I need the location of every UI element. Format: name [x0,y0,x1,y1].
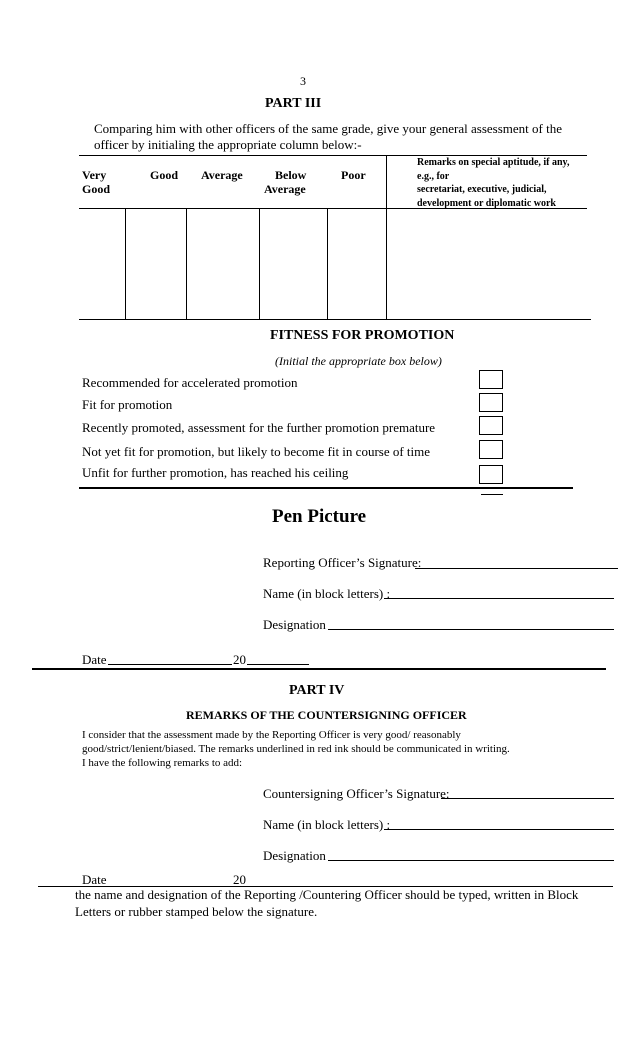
col-remarks-line2: e.g., for [417,171,450,182]
fitness-checkbox[interactable] [479,465,503,484]
col-remarks-line4: development or diplomatic work [417,198,556,209]
col-below-average-line1: Below [275,168,307,182]
pen-picture-date-field[interactable] [108,664,232,665]
part3-instruction-line1: Comparing him with other officers of the same grade, give your general assessment of the [94,121,562,136]
fitness-option: Unfit for further promotion, has reached his ceiling [82,465,349,480]
fitness-option: Recently promoted, assessment for the further promotion premature [82,420,436,435]
fitness-option: Fit for promotion [82,397,173,412]
part4-date-label: Date [82,872,107,887]
footnote-line2: Letters or rubber stamped below the signature. [75,904,318,919]
table-col-divider [259,208,260,319]
table-col-divider [327,208,328,319]
countersigning-name-label: Name (in block letters) : [263,817,391,832]
pen-picture-date-mid: 20 [233,652,246,667]
countersigning-signature-field[interactable] [441,798,614,799]
page-number: 3 [300,74,306,88]
table-col-divider [386,156,387,319]
col-very-good-line1: Very [82,168,107,182]
reporting-signature-label: Reporting Officer’s Signature: [263,555,422,570]
fitness-bottom-line [79,487,573,489]
col-average: Average [201,168,243,182]
countersigning-designation-field[interactable] [328,860,614,861]
countersigning-name-field[interactable] [384,829,614,830]
part4-text-line3: I have the following remarks to add: [82,757,243,769]
fitness-option: Recommended for accelerated promotion [82,375,298,390]
fitness-checkbox[interactable] [479,370,503,389]
reporting-designation-field[interactable] [328,629,614,630]
part3-instruction-line2: officer by initialing the appropriate column below:- [94,137,362,152]
part4-text-line1: I consider that the assessment made by the Reporting Officer is very good/ reasonably [82,729,461,741]
fitness-checkbox[interactable] [479,416,503,435]
table-bottom-line [79,319,591,320]
reporting-signature-field[interactable] [415,568,618,569]
part4-title: PART IV [289,683,345,698]
table-top-line [79,155,587,156]
col-poor: Poor [341,168,366,182]
part4-text-line2: good/strict/lenient/biased. The remarks underlined in red ink should be communicated in writing. [82,743,510,755]
col-below-average-line2: Average [264,182,306,196]
fitness-subtitle: (Initial the appropriate box below) [275,354,442,368]
table-col-divider [186,208,187,319]
col-good: Good [150,168,179,182]
countersigning-designation-label: Designation [263,848,326,863]
reporting-name-field[interactable] [384,598,614,599]
reporting-name-label: Name (in block letters) : [263,586,391,601]
reporting-designation-label: Designation [263,617,326,632]
part4-date-mid: 20 [233,872,246,887]
part3-title: PART III [265,96,322,111]
section-divider [32,668,606,670]
fitness-checkbox[interactable] [479,393,503,412]
pen-picture-date-label: Date [82,652,107,667]
col-very-good-line2: Good [82,182,111,196]
fitness-title: FITNESS FOR PROMOTION [270,328,455,343]
footnote-line1: the name and designation of the Reporting /Countering Officer should be typed, written in Block [75,887,579,902]
table-col-divider [125,208,126,319]
fitness-option: Not yet fit for promotion, but likely to become fit in course of time [82,444,431,459]
col-remarks-line1: Remarks on special aptitude, if any, [417,157,570,168]
part4-subtitle: REMARKS OF THE COUNTERSIGNING OFFICER [186,708,467,722]
fitness-checkbox[interactable] [479,440,503,459]
pen-picture-title: Pen Picture [272,506,367,527]
countersigning-signature-label: Countersigning Officer’s Signature: [263,786,450,801]
col-remarks-line3: secretariat, executive, judicial, [417,184,547,195]
pen-picture-year-field[interactable] [247,664,309,665]
fitness-box-underline [481,494,503,495]
